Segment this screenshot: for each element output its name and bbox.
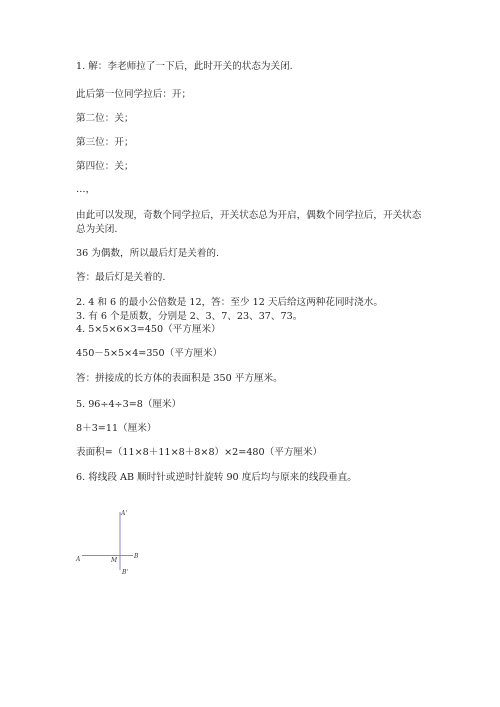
solution-1-line: 此后第一位同学拉后：开； xyxy=(76,89,192,100)
label-m: M xyxy=(111,557,118,564)
solution-5-line: 8＋3=11（厘米） xyxy=(76,423,157,434)
solution-1-line: 36 为偶数，所以最后灯是关着的. xyxy=(76,248,220,259)
solution-2: 2. 4 和 6 的最小公倍数是 12，答：至少 12 天后给这两种花同时浇水。 xyxy=(76,297,383,308)
solution-1-line: 第四位：关； xyxy=(76,161,134,172)
solution-4-answer: 答：拼接成的长方体的表面积是 350 平方厘米。 xyxy=(76,373,283,384)
solution-1-ellipsis: …， xyxy=(76,184,96,195)
solution-1-observation: 由此可以发现，奇数个同学拉后，开关状态总为开启，偶数个同学拉后，开关状态总为关闭. xyxy=(76,210,422,235)
solution-3: 3. 有 6 个是质数，分别是 2、3、7、23、37、73。 xyxy=(76,311,303,322)
solution-5-line: 表面积=（11×8＋11×8＋8×8）×2=480（平方厘米） xyxy=(76,447,323,458)
solution-5-line: 5. 96÷4÷3=8（厘米） xyxy=(76,399,182,410)
solution-1-answer: 答：最后灯是关着的. xyxy=(76,272,166,283)
solution-1-line: 第二位：关； xyxy=(76,113,134,124)
solution-1-line: 1. 解：李老师拉了一下后，此时开关的状态为关闭. xyxy=(76,61,293,72)
solution-4-line: 4. 5×5×6×3=450（平方厘米） xyxy=(76,324,221,335)
label-a: A xyxy=(76,556,81,563)
label-b-prime: B' xyxy=(122,569,129,576)
solution-4-line: 450－5×5×4=350（平方厘米） xyxy=(76,348,223,359)
solution-6: 6. 将线段 AB 顺时针或逆时针旋转 90 度后均与原来的线段垂直。 xyxy=(76,472,357,483)
solution-1-line: 第三位：开； xyxy=(76,137,134,148)
label-b: B xyxy=(134,553,139,560)
rotation-figure xyxy=(74,502,150,578)
label-a-prime: A' xyxy=(121,510,127,517)
